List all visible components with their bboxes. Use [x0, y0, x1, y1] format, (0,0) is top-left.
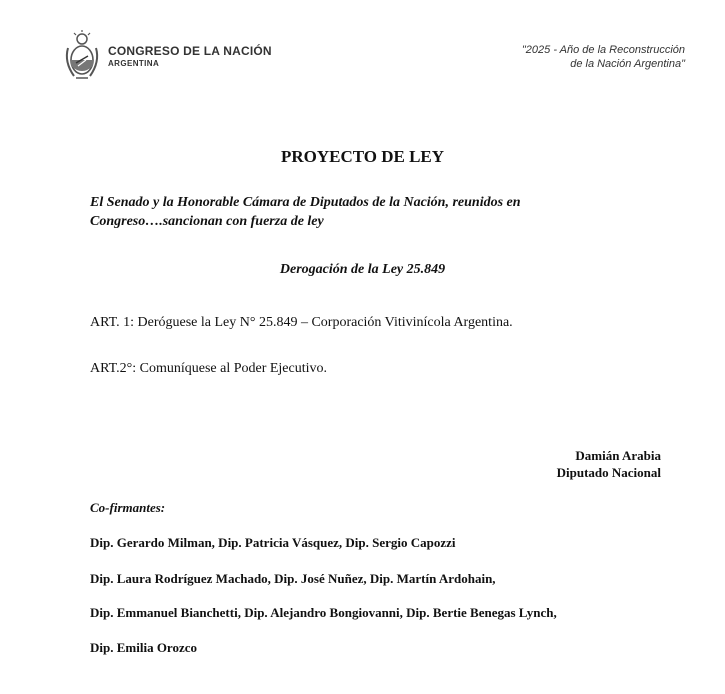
- document-title: PROYECTO DE LEY: [280, 147, 445, 166]
- org-name: CONGRESO DE LA NACIÓN: [108, 44, 272, 58]
- cosigners-heading: Co-firmantes:: [90, 500, 166, 515]
- bill-name: Derogación de la Ley 25.849: [279, 262, 446, 277]
- org-header: [108, 44, 272, 69]
- cosigner-line: Dip. Emilia Orozco: [90, 640, 198, 655]
- enacting-clause-line-2: Congreso….sancionan con fuerza de ley: [90, 214, 324, 229]
- enacting-clause: [90, 193, 650, 231]
- enacting-clause-line-1: El Senado y la Honorable Cámara de Diputados de la Nación, reunidos en: [90, 195, 521, 210]
- year-motto: [522, 43, 685, 71]
- org-country: ARGENTINA: [108, 59, 160, 68]
- signature-block: [557, 447, 661, 481]
- article-2: ART.2°: Comuníquese al Poder Ejecutivo.: [90, 361, 328, 376]
- cosigner-line: Dip. Laura Rodríguez Machado, Dip. José Nuñez, Dip. Martín Ardohain,: [90, 571, 496, 586]
- cosigner-line: Dip. Emmanuel Bianchetti, Dip. Alejandro Bongiovanni, Dip. Bertie Benegas Lynch,: [90, 605, 557, 620]
- signer-name: Damián Arabia: [575, 448, 661, 463]
- coat-of-arms-icon: [62, 30, 102, 82]
- cosigner-line: Dip. Gerardo Milman, Dip. Patricia Vásquez, Dip. Sergio Capozzi: [90, 535, 456, 550]
- signer-role: Diputado Nacional: [556, 465, 661, 480]
- article-1: ART. 1: Deróguese la Ley N° 25.849 – Corporación Vitivinícola Argentina.: [90, 315, 513, 330]
- year-motto-line-1: "2025 - Año de la Reconstrucción: [521, 44, 685, 56]
- year-motto-line-2: de la Nación Argentina": [570, 58, 685, 70]
